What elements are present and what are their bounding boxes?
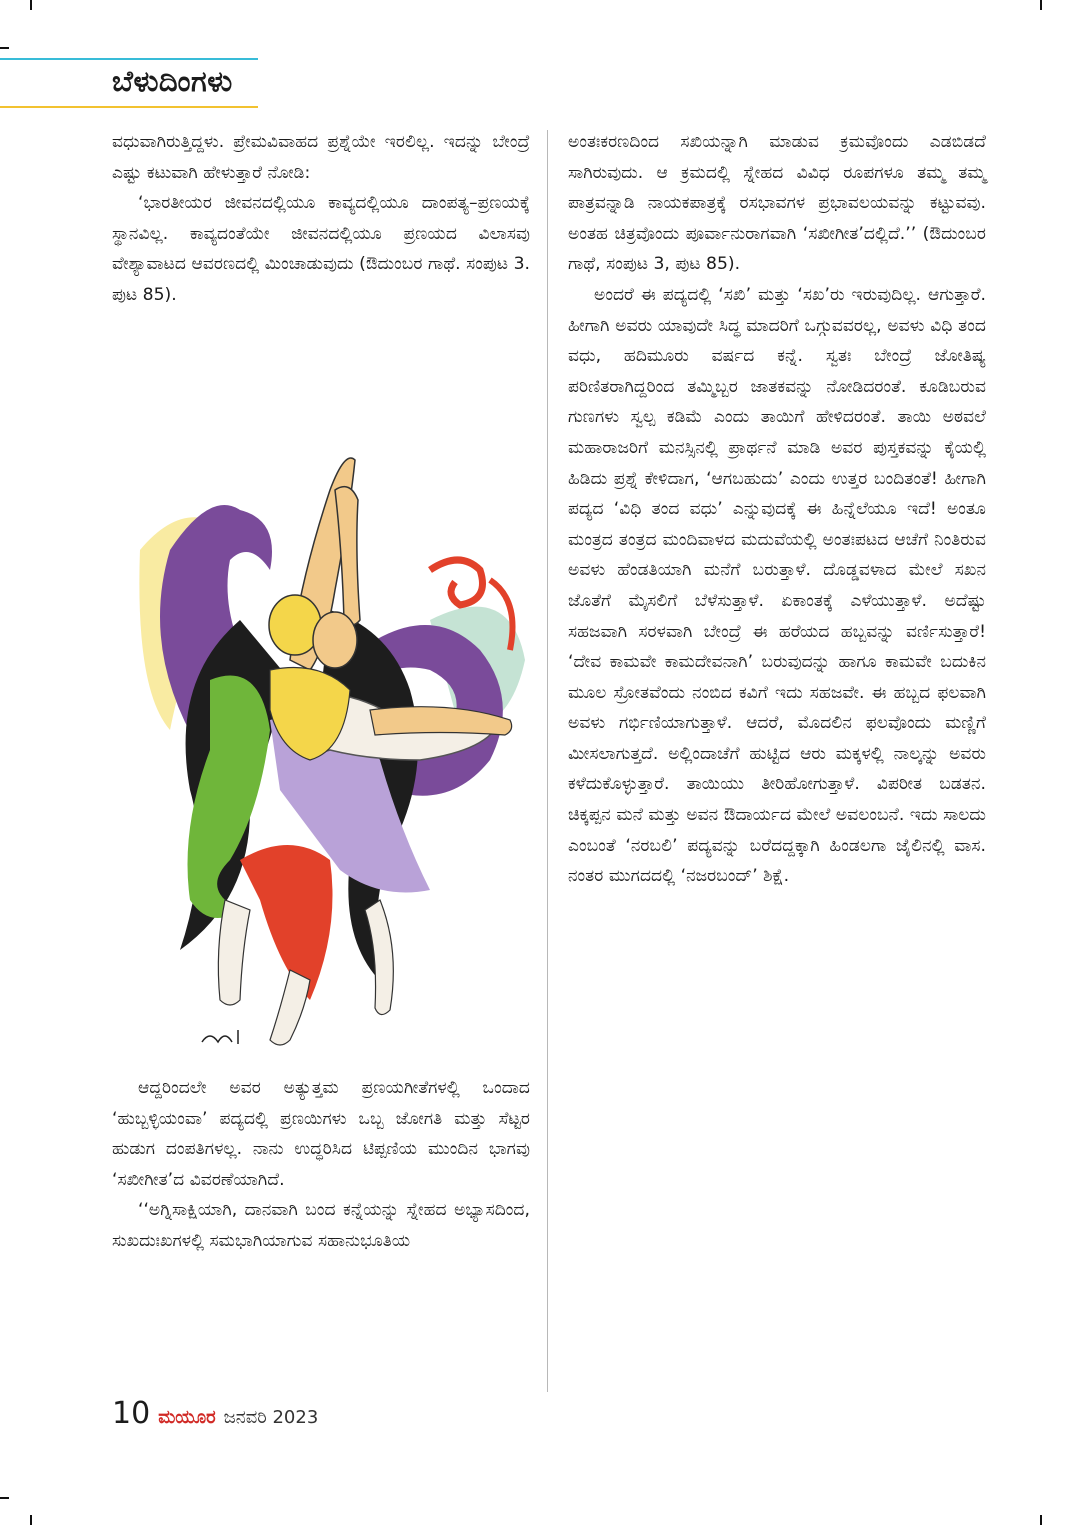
column-divider — [547, 130, 548, 1392]
issue-date: ಜನವರಿ 2023 — [223, 1407, 319, 1428]
right-column — [568, 127, 986, 892]
paragraph: ಆದ್ದರಿಂದಲೇ ಅವರ ಅತ್ಯುತ್ತಮ ಪ್ರಣಯಗೀತೆಗಳಲ್ಲಿ ಒಂದಾದ ‘ಹುಬ್ಬಳ್ಳಿಯಂವಾ’ ಪದ್ಯದಲ್ಲಿ ಪ್ರಣಯಿಗಳು ಒಬ್ಬ ಜೋಗತಿ ಮತ್ತು ಸೆಟ್ಟರ ಹುಡುಗ ದಂಪತಿಗಳಲ್ಲ. ನಾನು ಉದ್ಧರಿಸಿದ ಟಿಪ್ಪಣಿಯ ಮುಂದಿನ ಭಾಗವು ‘ಸಖೀಗೀತ’ದ ವಿವರಣೆಯಾಗಿದೆ. — [112, 1078, 530, 1190]
paragraph: ವಧುವಾಗಿರುತ್ತಿದ್ದಳು. ಪ್ರೇಮವಿವಾಹದ ಪ್ರಶ್ನೆಯೇ ಇರಲಿಲ್ಲ. ಇದನ್ನು ಬೇಂದ್ರೆ ಎಷ್ಟು ಕಟುವಾಗಿ ಹೇಳುತ್ತಾರೆ ನೋಡಿ: — [112, 132, 530, 183]
page-footer — [112, 1396, 318, 1430]
quote-paragraph: ‘ಭಾರತೀಯರ ಜೀವನದಲ್ಲಿಯೂ ಕಾವ್ಯದಲ್ಲಿಯೂ ದಾಂಪತ್ಯ–ಪ್ರಣಯಕ್ಕೆ ಸ್ಥಾನವಿಲ್ಲ. ಕಾವ್ಯದಂತೆಯೇ ಜೀವನದಲ್ಲಿಯೂ ಪ್ರಣಯದ ವಿಲಾಸವು ವೇಶ್ಯಾವಾಟದ ಆವರಣದಲ್ಲಿ ಮಿಂಚಾಡುವುದು (ಔದುಂಬರ ಗಾಥೆ. ಸಂಪುಟ 3. ಪುಟ 85). — [112, 193, 530, 305]
section-title: ಬೆಳುದಿಂಗಳು — [112, 64, 233, 98]
dancing-couple-illustration — [130, 430, 530, 1060]
paragraph: ಅಂತಃಕರಣದಿಂದ ಸಖಿಯನ್ನಾಗಿ ಮಾಡುವ ಕ್ರಮವೊಂದು ಎಡಬಿಡದೆ ಸಾಗಿರುವುದು. ಆ ಕ್ರಮದಲ್ಲಿ ಸ್ನೇಹದ ವಿವಿಧ ರೂಪಗಳೂ ತಮ್ಮ ತಮ್ಮ ಪಾತ್ರವನ್ನಾಡಿ ನಾಯಕಪಾತ್ರಕ್ಕೆ ರಸಭಾವಗಳ ಪ್ರಭಾವಲಯವನ್ನು ಕಟ್ಟುವವು. ಅಂತಹ ಚಿತ್ರವೊಂದು ಪೂರ್ವಾನುರಾಗವಾಗಿ ‘ಸಖೀಗೀತ’ದಲ್ಲಿದೆ.’’ (ಔದುಂಬರ ಗಾಥೆ, ಸಂಪುಟ 3, ಪುಟ 85). — [568, 132, 986, 275]
header-rule-top — [0, 58, 258, 60]
paragraph: ಅಂದರೆ ಈ ಪದ್ಯದಲ್ಲಿ ‘ಸಖಿ’ ಮತ್ತು ‘ಸಖ’ರು ಇರುವುದಿಲ್ಲ. ಆಗುತ್ತಾರೆ. ಹೀಗಾಗಿ ಅವರು ಯಾವುದೇ ಸಿದ್ಧ ಮಾದರಿಗೆ ಒಗ್ಗುವವರಲ್ಲ, ಅವಳು ವಿಧಿ ತಂದ ವಧು, ಹದಿಮೂರು ವರ್ಷದ ಕನ್ನೆ. ಸ್ವತಃ ಬೇಂದ್ರೆ ಜೋತಿಷ್ಯ ಪರಿಣಿತರಾಗಿದ್ದರಿಂದ ತಮ್ಮಿಬ್ಬರ ಜಾತಕವನ್ನು ನೋಡಿದರಂತೆ. ಕೂಡಿಬರುವ ಗುಣಗಳು ಸ್ವಲ್ಪ ಕಡಿಮೆ ಎಂದು ತಾಯಿಗೆ ಹೇಳಿದರಂತೆ. ತಾಯಿ ಅಠವಲೆ ಮಹಾರಾಜರಿಗೆ ಮನಸ್ಸಿನಲ್ಲಿ ಪ್ರಾರ್ಥನೆ ಮಾಡಿ ಅವರ ಪುಸ್ತಕವನ್ನು ಕೈಯಲ್ಲಿ ಹಿಡಿದು ಪ್ರಶ್ನೆ ಕೇಳಿದಾಗ, ‘ಆಗಬಹುದು’ ಎಂದು ಉತ್ತರ ಬಂದಿತಂತೆ! ಹೀಗಾಗಿ ಪದ್ಯದ ‘ವಿಧಿ ತಂದ ವಧು’ ಎನ್ನುವುದಕ್ಕೆ ಈ ಹಿನ್ನೆಲೆಯೂ ಇದೆ! ಅಂತೂ ಮಂತ್ರದ ತಂತ್ರದ ಮಂದಿವಾಳದ ಮದುವೆಯಲ್ಲಿ ಅಂತಃಪಟದ ಆಚೆಗೆ ನಿಂತಿರುವ ಅವಳು ಹೆಂಡತಿಯಾಗಿ ಮನೆಗೆ ಬರುತ್ತಾಳೆ. ದೊಡ್ಡವಳಾದ ಮೇಲೆ ಸಖನ ಜೊತೆಗೆ ಮೈಸಲಿಗೆ ಬೆಳೆಸುತ್ತಾಳೆ. ಏಕಾಂತಕ್ಕೆ ಎಳೆಯುತ್ತಾಳೆ. ಅದೆಷ್ಟು ಸಹಜವಾಗಿ ಸರಳವಾಗಿ ಬೇಂದ್ರೆ ಈ ಹರೆಯದ ಹಬ್ಬವನ್ನು ವರ್ಣಿಸುತ್ತಾರೆ! ‘ದೇವ ಕಾಮವೇ ಕಾಮದೇವನಾಗಿ’ ಬರುವುದನ್ನು ಹಾಗೂ ಕಾಮವೇ ಬದುಕಿನ ಮೂಲ ಸ್ರೋತವೆಂದು ನಂಬಿದ ಕವಿಗೆ ಇದು ಸಹಜವೇ. ಈ ಹಬ್ಬದ ಫಲವಾಗಿ ಅವಳು ಗರ್ಭಿಣಿಯಾಗುತ್ತಾಳೆ. ಆದರೆ, ಮೊದಲಿನ ಫಲವೊಂದು ಮಣ್ಣಿಗೆ ಮೀಸಲಾಗುತ್ತದೆ. ಅಲ್ಲಿಂದಾಚೆಗೆ ಹುಟ್ಟಿದ ಆರು ಮಕ್ಕಳಲ್ಲಿ ನಾಲ್ಕನ್ನು ಅವರು ಕಳೆದುಕೊಳ್ಳುತ್ತಾರೆ. ತಾಯಿಯು ತೀರಿಹೋಗುತ್ತಾಳೆ. ವಿಪರೀತ ಬಡತನ. ಚಿಕ್ಕಪ್ಪನ ಮನೆ ಮತ್ತು ಅವನ ಔದಾರ್ಯದ ಮೇಲೆ ಅವಲಂಬನೆ. ಇದು ಸಾಲದು ಎಂಬಂತೆ ‘ನರಬಲಿ’ ಪದ್ಯವನ್ನು ಬರೆದದ್ದಕ್ಕಾಗಿ ಹಿಂಡಲಗಾ ಜೈಲಿನಲ್ಲಿ ವಾಸ. ನಂತರ ಮುಗದದಲ್ಲಿ ‘ನಜರಬಂದ್’ ಶಿಕ್ಷೆ. — [568, 284, 986, 887]
crop-mark-bottom-right — [1040, 1515, 1042, 1525]
page-number: 10 — [112, 1396, 151, 1431]
quote-paragraph: ‘‘ಅಗ್ನಿಸಾಕ್ಷಿಯಾಗಿ, ದಾನವಾಗಿ ಬಂದ ಕನ್ನೆಯನ್ನು ಸ್ನೇಹದ ಅಭ್ಯಾಸದಿಂದ, ಸುಖದುಃಖಗಳಲ್ಲಿ ಸಮಭಾಗಿಯಾಗುವ ಸಹಾನುಭೂತಿಯ — [112, 1200, 530, 1251]
crop-mark-top-right — [1040, 0, 1042, 10]
crop-mark-top-left — [30, 0, 32, 10]
left-column-top — [112, 127, 530, 311]
header-rule-bottom — [0, 106, 258, 108]
magazine-logo: ಮಯೂರ — [158, 1407, 216, 1428]
crop-mark-bottom-left — [30, 1515, 32, 1525]
crop-mark-left-upper — [0, 47, 9, 49]
crop-mark-left-lower — [0, 1497, 9, 1499]
left-column-bottom — [112, 1073, 530, 1257]
